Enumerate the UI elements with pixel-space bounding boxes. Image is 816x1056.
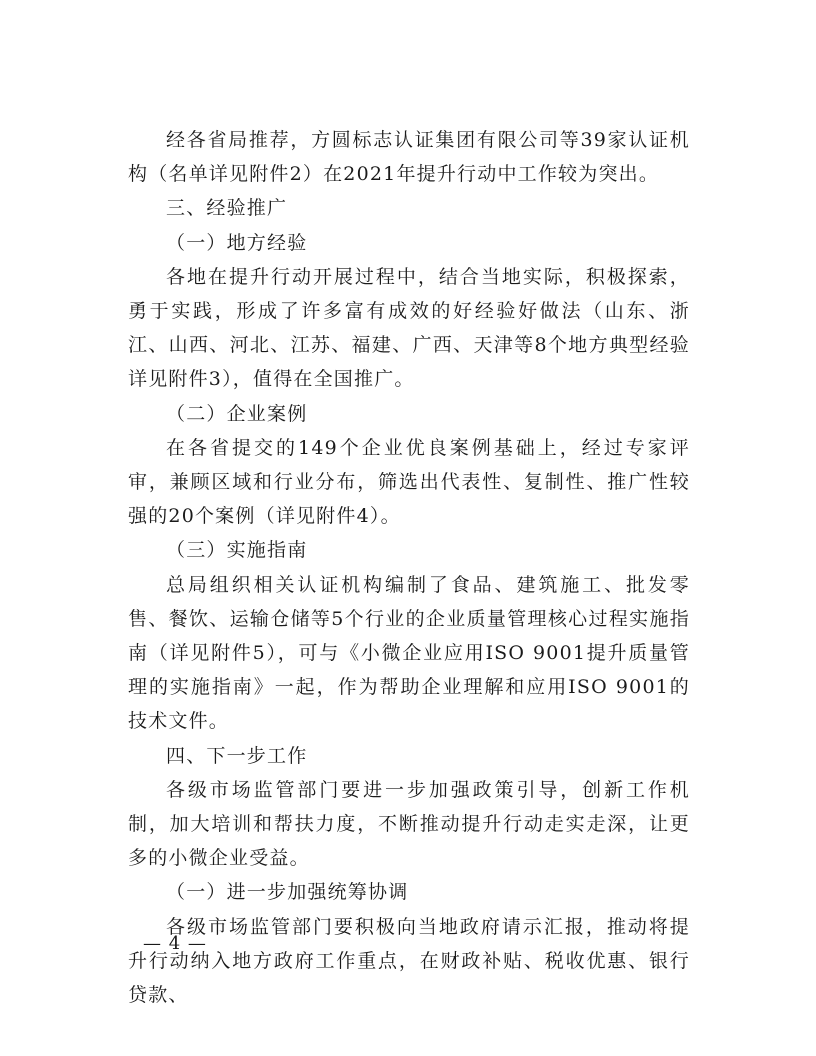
- subheading-coordination: （一）进一步加强统筹协调: [166, 881, 409, 904]
- subheading-enterprise-cases: （二）企业案例: [166, 402, 308, 425]
- document-body: [128, 123, 690, 1012]
- subheading-implementation-guide: （三）实施指南: [166, 539, 308, 562]
- subheading-local-experience: （一）地方经验: [166, 231, 308, 254]
- paragraph-local-experience: 各地在提升行动开展过程中，结合当地实际，积极探索，勇于实践，形成了许多富有成效的好经验好做法（山东、浙江、山西、河北、江苏、福建、广西、天津等8个地方典型经验详见附件3），值得在全国推广。: [128, 265, 690, 391]
- paragraph-coordination: 各级市场监管部门要积极向当地政府请示汇报，推动将提升行动纳入地方政府工作重点，在财政补贴、税收优惠、银行贷款、: [128, 915, 690, 1007]
- heading-experience-promotion: 三、经验推广: [166, 197, 288, 220]
- page-number: — 4 —: [143, 933, 207, 954]
- paragraph-outstanding-institutions: 经各省局推荐，方圆标志认证集团有限公司等39家认证机构（名单详见附件2）在2021年提升行动中工作较为突出。: [128, 129, 690, 186]
- heading-next-steps: 四、下一步工作: [166, 744, 308, 767]
- paragraph-enterprise-cases: 在各省提交的149个企业优良案例基础上，经过专家评审，兼顾区域和行业分布，筛选出代表性、复制性、推广性较强的20个案例（详见附件4）。: [128, 436, 690, 528]
- paragraph-implementation-guide: 总局组织相关认证机构编制了食品、建筑施工、批发零售、餐饮、运输仓储等5个行业的企业质量管理核心过程实施指南（详见附件5），可与《小微企业应用ISO 9001提升质量管理的实施指南》一起，作为帮助企业理解和应用ISO 9001的技术文件。: [128, 573, 690, 733]
- paragraph-next-steps: 各级市场监管部门要进一步加强政策引导，创新工作机制，加大培训和帮扶力度，不断推动提升行动走实走深，让更多的小微企业受益。: [128, 778, 690, 870]
